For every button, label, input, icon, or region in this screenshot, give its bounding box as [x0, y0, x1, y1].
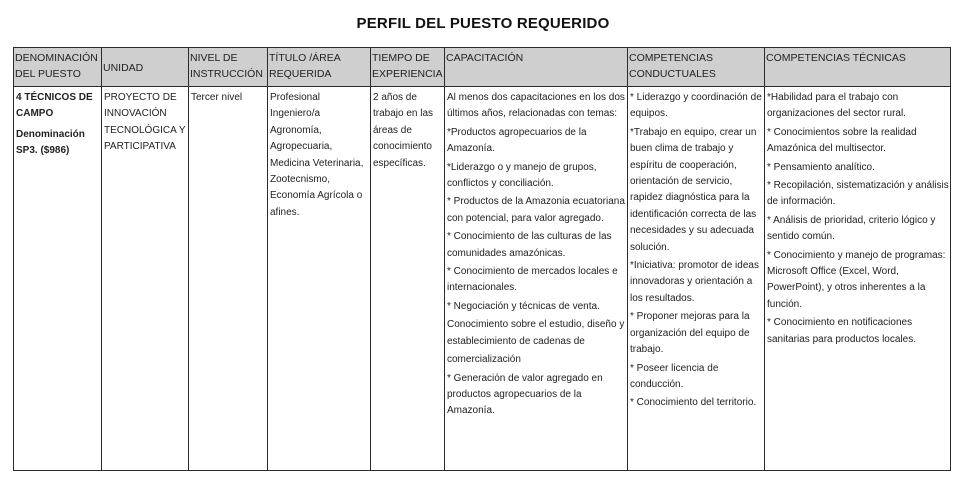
- behavioral-competency: * Conocimiento del territorio.: [630, 397, 757, 409]
- behavioral-competency: *Trabajo en equipo, crear un buen clima de trabajo y espíritu de cooperación, orientación de servicio, rapidez diagnóstica para la identificación correcta de las necesidades y su adecuada solución.: [630, 126, 757, 253]
- cell-nivel: [189, 87, 268, 471]
- training-item: Conocimiento sobre el estudio, diseño y establecimiento de cadenas de: [447, 319, 625, 347]
- header-capacitacion: CAPACITACIÓN: [445, 48, 628, 87]
- required-degree: Profesional Ingeniero/a Agronomía, Agropecuaria, Medicina Veterinaria, Zootecnismo, Economía Agrícola o afines.: [270, 92, 364, 218]
- header-tecnicas: COMPETENCIAS TÉCNICAS: [765, 48, 951, 87]
- cell-tiempo: [371, 87, 445, 471]
- table-row: [14, 87, 951, 471]
- cell-conductuales: [628, 87, 765, 471]
- header-titulo: TÍTULO /ÁREA REQUERIDA: [268, 48, 371, 87]
- experience-time: 2 años de trabajo en las áreas de conocimiento específicas.: [373, 92, 434, 169]
- technical-competency: * Conocimiento y manejo de programas: Microsoft Office (Excel, Word, PowerPoint), y otros inherentes a la función.: [767, 249, 946, 310]
- behavioral-competency: * Liderazgo y coordinación de equipos.: [630, 92, 762, 120]
- header-denominacion: DENOMINACIÓN DEL PUESTO: [14, 48, 102, 87]
- training-item: Al menos dos capacitaciones en los dos últimos años, relacionadas con temas:: [447, 92, 625, 120]
- training-item: * Conocimiento de mercados locales e internacionales.: [447, 266, 618, 294]
- cell-unidad: [102, 87, 189, 471]
- header-tiempo: TIEMPO DE EXPERIENCIA: [371, 48, 445, 87]
- education-level: Tercer nivel: [191, 92, 243, 103]
- cell-tecnicas: [765, 87, 951, 471]
- technical-competency: * Conocimiento en notificaciones sanitarias para productos locales.: [767, 317, 916, 345]
- cell-capacitacion: [445, 87, 628, 471]
- training-item: * Negociación y técnicas de venta.: [447, 300, 600, 312]
- behavioral-competency: *Iniciativa: promotor de ideas innovadoras y orientación a los resultados.: [630, 260, 759, 304]
- page-title: PERFIL DEL PUESTO REQUERIDO: [356, 15, 610, 32]
- technical-competency: * Conocimientos sobre la realidad Amazónica del multisector.: [767, 126, 917, 155]
- technical-competency: *Habilidad para el trabajo con organizaciones del sector rural.: [767, 92, 906, 120]
- unit-name: PROYECTO DE INNOVACIÓN TECNOLÓGICA Y PARTICIPATIVA: [104, 92, 186, 153]
- position-code: Denominación SP3. ($986): [16, 128, 85, 157]
- header-unidad: UNIDAD: [102, 48, 189, 87]
- training-item: * Conocimiento de las culturas de las comunidades amazónicas.: [447, 231, 612, 259]
- technical-competency: * Análisis de prioridad, criterio lógico y sentido común.: [767, 214, 936, 243]
- position-name: 4 TÉCNICOS DE CAMPO: [16, 92, 93, 120]
- header-conductuales: COMPETENCIAS CONDUCTUALES: [628, 48, 765, 87]
- behavioral-competency: * Proponer mejoras para la organización del equipo de trabajo.: [630, 311, 750, 356]
- behavioral-competency: * Poseer licencia de conducción.: [630, 362, 719, 390]
- technical-competency: * Recopilación, sistematización y análisis de información.: [767, 180, 949, 208]
- training-item: * Productos de la Amazonia ecuatoriana con potencial, para valor agregado.: [447, 196, 625, 224]
- header-nivel: NIVEL DE INSTRUCCIÓN: [189, 48, 268, 87]
- table-header-row: [14, 48, 951, 87]
- training-item: *Liderazgo o y manejo de grupos, conflictos y conciliación.: [447, 161, 597, 190]
- training-item: comercialización: [447, 354, 521, 366]
- training-item: *Productos agropecuarios de la Amazonía.: [447, 126, 587, 155]
- technical-competency: * Pensamiento analítico.: [767, 161, 875, 173]
- job-profile-table: [13, 47, 951, 471]
- training-item: * Generación de valor agregado en productos agropecuarios de la Amazonía.: [447, 372, 603, 417]
- cell-titulo: [268, 87, 371, 471]
- cell-denominacion: [14, 87, 102, 471]
